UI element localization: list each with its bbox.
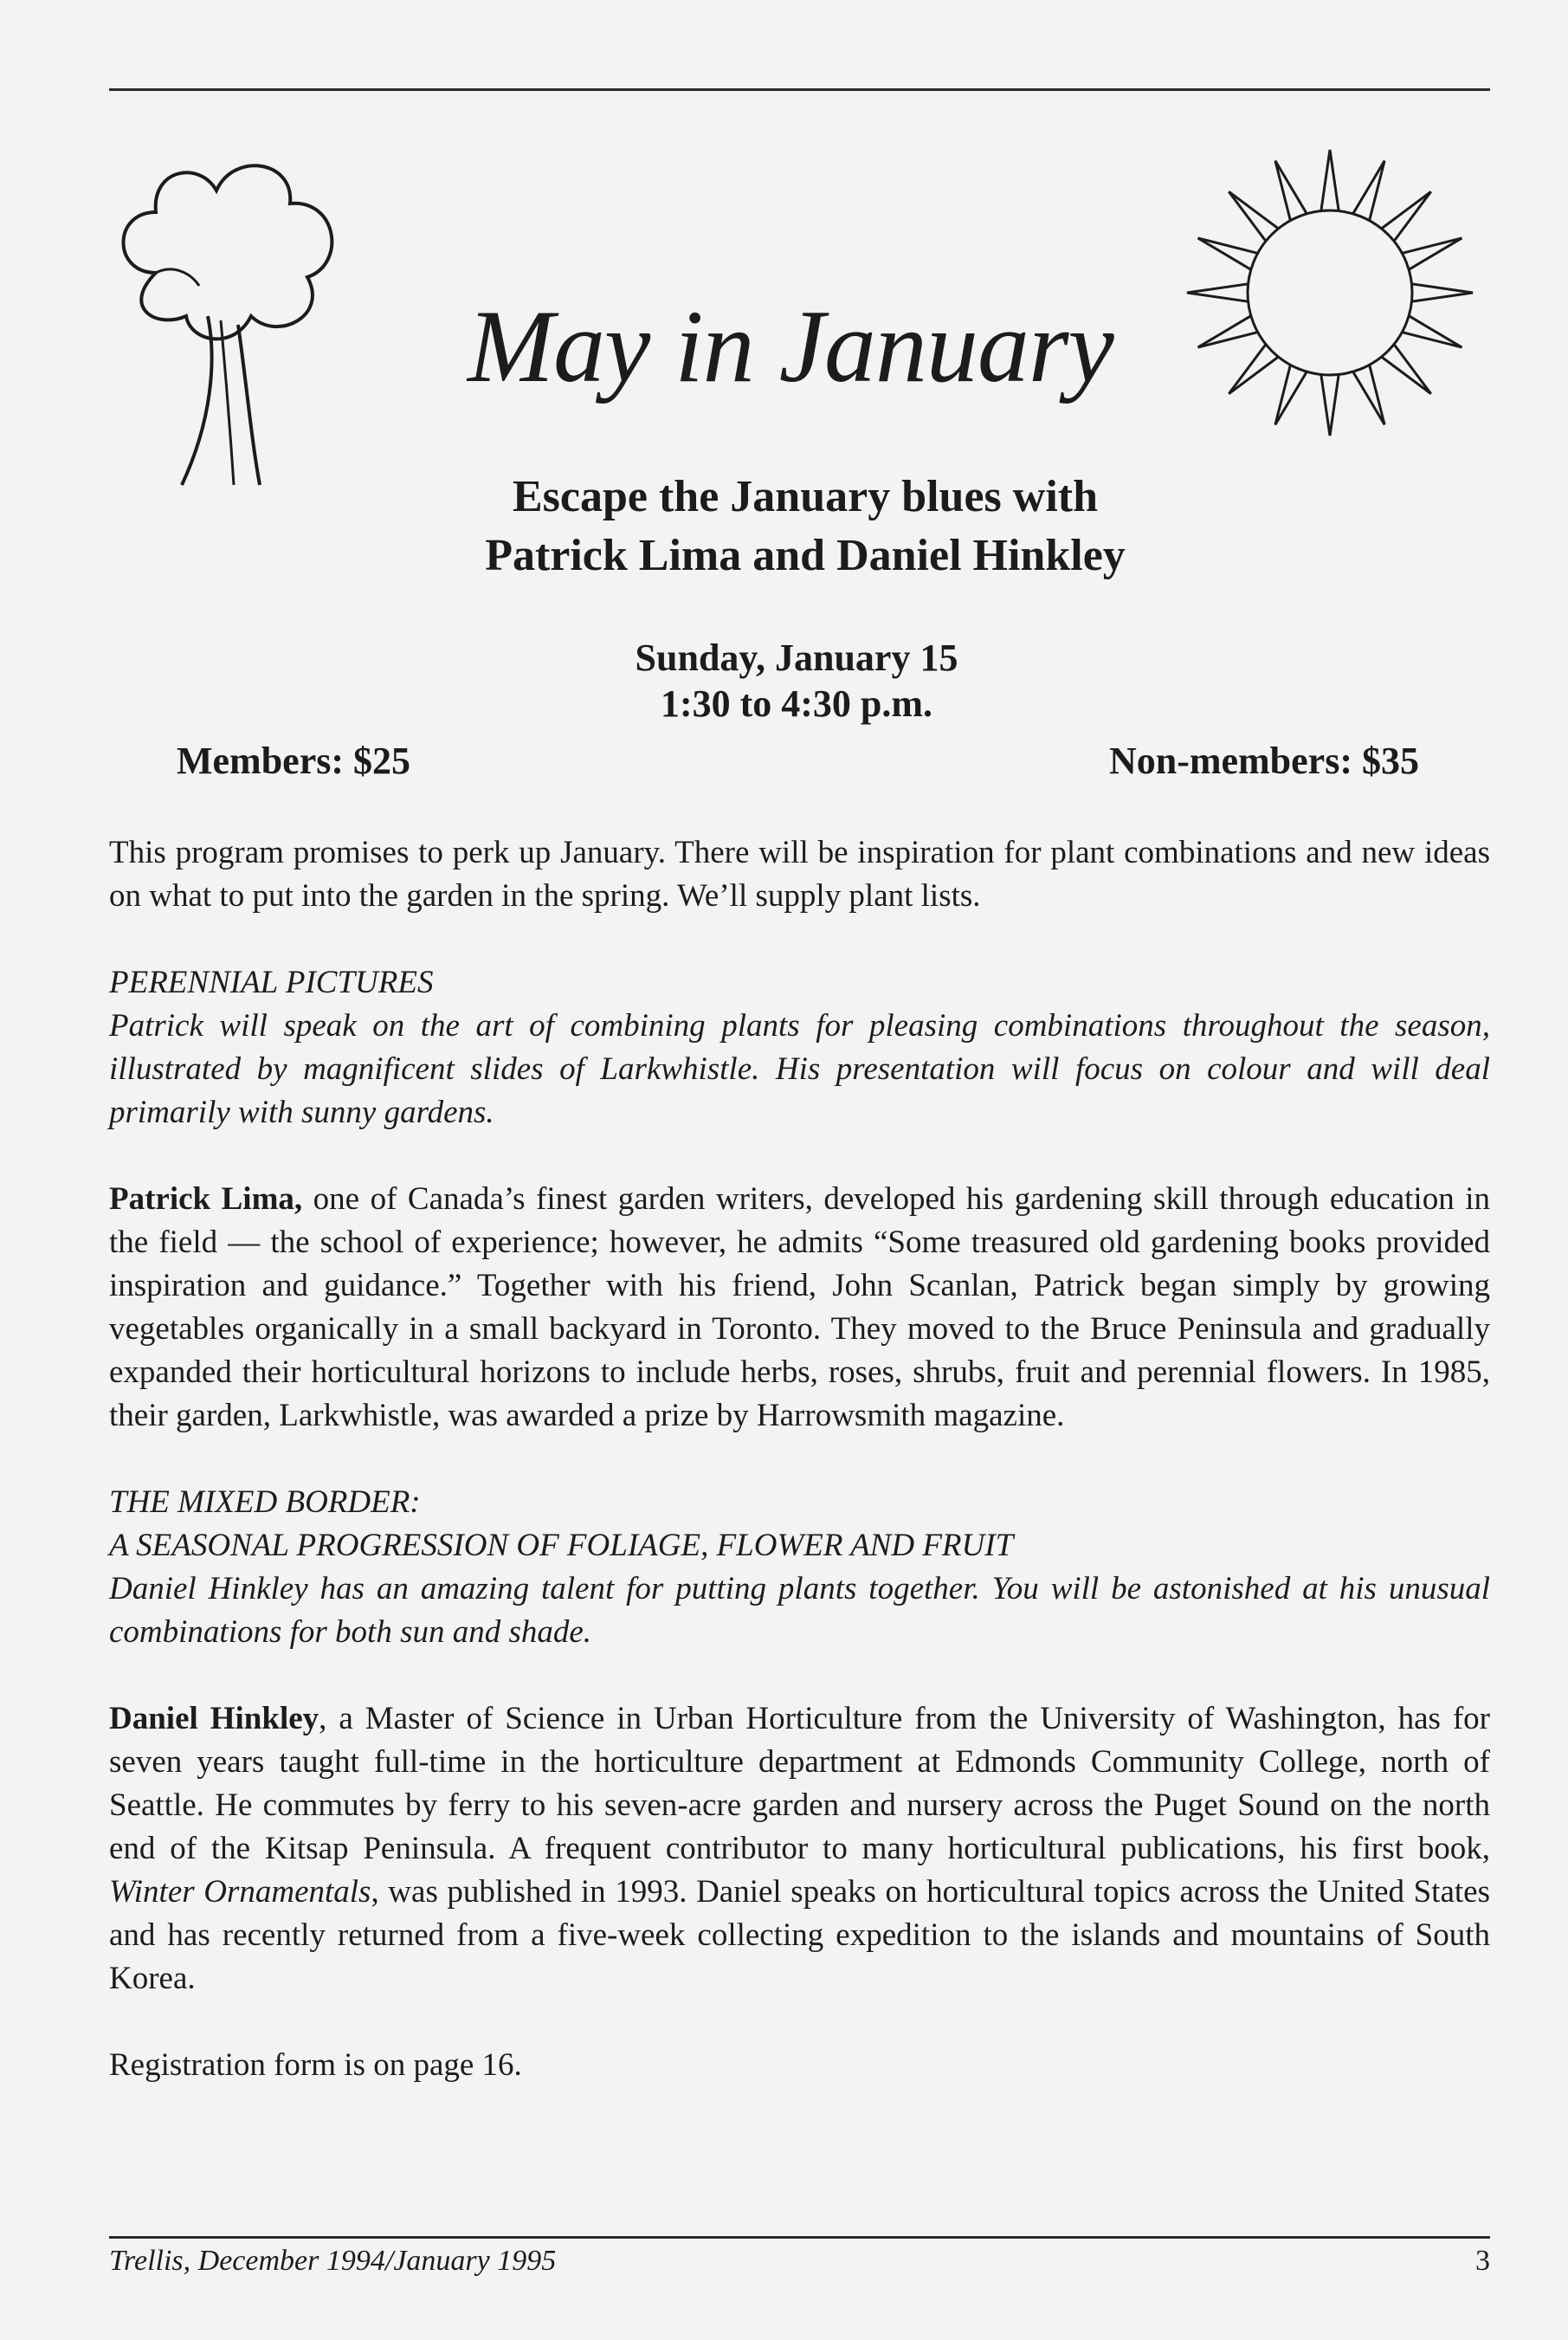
article-body [109,831,1490,2130]
section-heading-mixed-1: THE MIXED BORDER: [109,1484,421,1520]
event-time: 1:30 to 4:30 p.m. [660,682,933,725]
registration-note: Registration form is on page 16. [109,2047,522,2083]
event-date: Sunday, January 15 [635,637,958,679]
section-desc-perennial: Patrick will speak on the art of combining plants for pleasing combinations throughout the season, illustrated by magnificent slides of Larkwhistle. His presentation will focus on colour and will deal primarily with sunny gardens. [109,1008,1490,1130]
intro-paragraph: This program promises to perk up January. There will be inspiration for plant combinations and new ideas on what to put into the garden in the spring. We’ll supply plant lists. [109,835,1490,914]
section-desc-mixed: Daniel Hinkley has an amazing talent for putting plants together. You will be astonished at his unusual combinations for both sun and shade. [109,1571,1490,1650]
lima-bio: one of Canada’s finest garden writers, developed his gardening skill through education in the field — the school of experience; however, he admits “Some treasured old gardening books provided inspiration and guidance.” Together with his friend, John Scanlan, Patrick began simply by growing vegetables organically in a small backyard in Toronto. They moved to the Bruce Peninsula and gradually expanded their horticultural horizons to include herbs, roses, shrubs, fruit and perennial flowers. In 1985, their garden, Larkwhistle, was awarded a prize by Harrowsmith magazine. [109,1181,1490,1433]
sun-icon [1176,145,1483,440]
section-heading-perennial: PERENNIAL PICTURES [109,965,434,1000]
hinkley-bio-a: , a Master of Science in Urban Horticulture from the University of Washington, has for seven years taught full-time in the horticulture department at Edmonds Community College, north of Seattle. He commutes by ferry to his seven-acre garden and nursery across the Puget Sound on the north end of the Kitsap Peninsula. A frequent contributor to many horticultural publications, his first book, [109,1701,1491,1866]
page-number: 3 [1475,2245,1490,2277]
hinkley-name: Daniel Hinkley [109,1701,319,1736]
lima-name: Patrick Lima, [109,1181,303,1217]
subtitle [329,468,1281,585]
tree-icon [104,143,364,489]
members-price: Members: $25 [177,740,411,782]
event-details [468,635,1126,727]
footer-publication: Trellis, December 1994/January 1995 [109,2245,557,2277]
page-title: May in January [468,288,1113,404]
subtitle-line-2: Patrick Lima and Daniel Hinkley [485,531,1126,580]
hinkley-bio-b: , was published in 1993. Daniel speaks on horticultural topics across the United States and has recently returned from a five-week collecting expedition to the islands and mountains of South Korea. [109,1874,1490,1996]
lima-bio-paragraph [109,1178,1490,1438]
hinkley-bio-paragraph [109,1697,1490,2001]
bottom-rule [109,2236,1490,2239]
subtitle-line-1: Escape the January blues with [512,472,1099,521]
top-rule [109,88,1490,91]
nonmembers-price: Non-members: $35 [1108,740,1419,782]
section-heading-mixed-2: A SEASONAL PROGRESSION OF FOLIAGE, FLOWER AND FRUIT [109,1528,1014,1563]
hinkley-book-title: Winter Ornamentals [109,1874,371,1910]
